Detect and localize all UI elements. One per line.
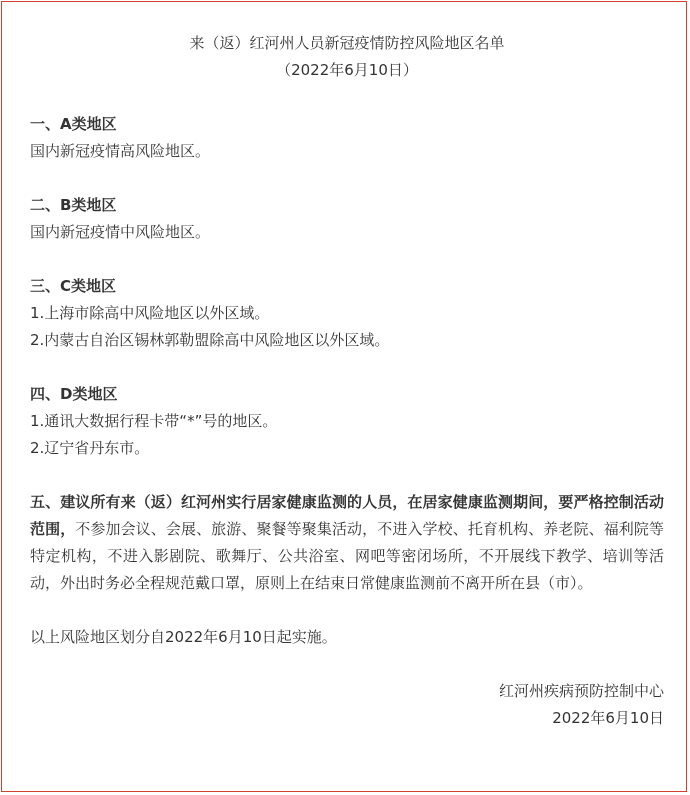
advice-paragraph	[30, 489, 664, 597]
notice-title: 来（返）红河州人员新冠疫情防控风险地区名单	[189, 34, 505, 52]
section-line: 1.上海市除高中风险地区以外区域。	[30, 304, 270, 322]
notice-content	[30, 30, 664, 732]
section-line: 2.内蒙古自治区锡林郭勒盟除高中风险地区以外区域。	[30, 331, 390, 349]
section-heading: 四、D类地区	[30, 385, 118, 403]
section-line: 1.通讯大数据行程卡带“*”号的地区。	[30, 412, 278, 430]
section-heading: 三、C类地区	[30, 277, 117, 295]
advice-normal-text: 不参加会议、会展、旅游、聚餐等聚集活动，不进入学校、托育机构、养老院、福利院等特定机构，不进入影剧院、歌舞厅、公共浴室、网吧等密闭场所，不开展线下教学、培训等活动，外出时务必全程规范戴口罩，原则上在结束日常健康监测前不离开所在县（市）。	[30, 520, 664, 592]
section-line: 国内新冠疫情中风险地区。	[30, 223, 211, 241]
section-c	[30, 273, 664, 354]
advice-bold-text: 五、建议所有来（返）红河州实行居家健康监测的人员，在居家健康监测期间，要严格控制活动范围，	[30, 493, 664, 538]
signature-block	[30, 678, 664, 732]
signature-org: 红河州疾病预防控制中心	[498, 682, 664, 700]
notice-date: （2022年6月10日）	[276, 61, 418, 79]
section-b	[30, 192, 664, 246]
section-line: 国内新冠疫情高风险地区。	[30, 142, 211, 160]
section-heading: 一、A类地区	[30, 115, 117, 133]
section-heading: 二、B类地区	[30, 196, 117, 214]
signature-date: 2022年6月10日	[552, 709, 664, 727]
effective-statement: 以上风险地区划分自2022年6月10日起实施。	[30, 628, 337, 646]
section-line: 2.辽宁省丹东市。	[30, 439, 150, 457]
section-d	[30, 381, 664, 462]
section-a	[30, 111, 664, 165]
